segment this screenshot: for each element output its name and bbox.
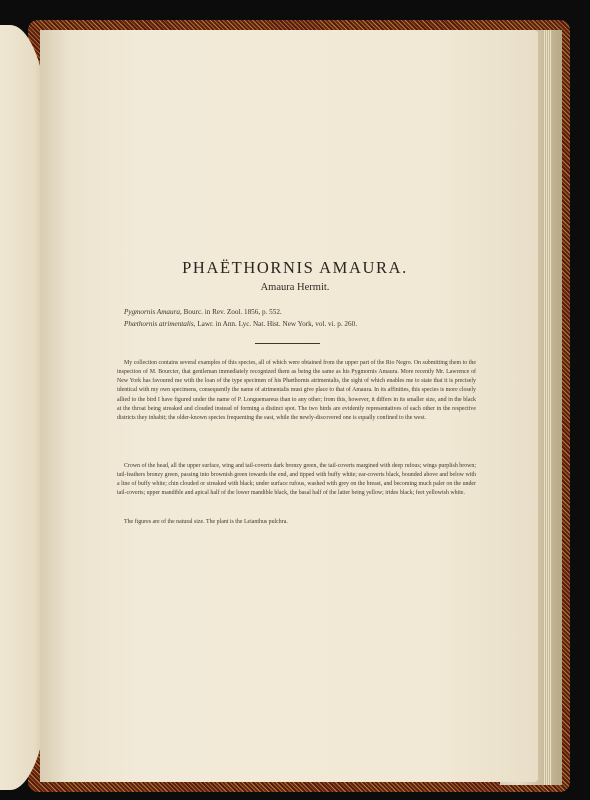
paragraph-plumage (117, 462, 476, 499)
paragraph-figures (117, 518, 476, 527)
synonym-name: Pygmornis Amaura, (124, 308, 182, 316)
paragraph-text: My collection contains several examples of this species, all of which were obtained from the upper part of the Rio Negro. On submitting them to the inspection of M. Bourcier, that gentleman immediately recognized them as being the same as his Pygmornis Amaura. More recently Mr. Lawrence of New York has favoured me with the loan of the type specimen of his Phæthornis atrimentalis, the sight of which enables me to state that it is precisely identical with my own specimens, consequently the name of atrimentalis must give place to that of Amaura. In its affinities, this species is more closely allied to the bird I have figured under the name of P. Longuemareus than to any other; from this, however, it differs in its smaller size, and in the black at the throat being streaked and clouded instead of forming a distinct spot. The two birds are evidently representatives of each other in the respective districts they inhabit; the older-known species frequenting the east, while the newly-discovered one is equally confined to the west. (117, 360, 476, 421)
paragraph-text: Crown of the head, all the upper surface, wing and tail-coverts dark bronzy green, the tail-coverts margined with deep rufous; wings purplish brown; tail-feathers bronzy green, passing into brownish green towards the end, and tipped with buffy white; ear-coverts black, bounded above and below with a line of buffy white; chin clouded or streaked with black; under surface rufous, washed with grey on the breast, and becoming much paler on the under tail-coverts; upper mandible and apical half of the lower mandible black, the basal half of the latter being yellow; irides black; feet yellowish white. (117, 463, 476, 497)
paragraph-description (117, 359, 476, 423)
synonym-citation: Lawr. in Ann. Lyc. Nat. Hist. New York, vol. vi. p. 260. (197, 320, 357, 328)
paragraph-text: The figures are of the natural size. The plant is the Leianthus pulchra. (124, 519, 288, 525)
species-title: PHAËTHORNIS AMAURA. (182, 258, 408, 277)
synonym-citation: Bourc. in Rev. Zool. 1856, p. 552. (183, 308, 282, 316)
synonym-name: Phæthornis atrimentalis, (124, 320, 196, 328)
synonym-line (124, 308, 282, 316)
divider (255, 343, 320, 344)
common-name: Amaura Hermit. (260, 282, 330, 293)
synonym-line (124, 320, 357, 328)
